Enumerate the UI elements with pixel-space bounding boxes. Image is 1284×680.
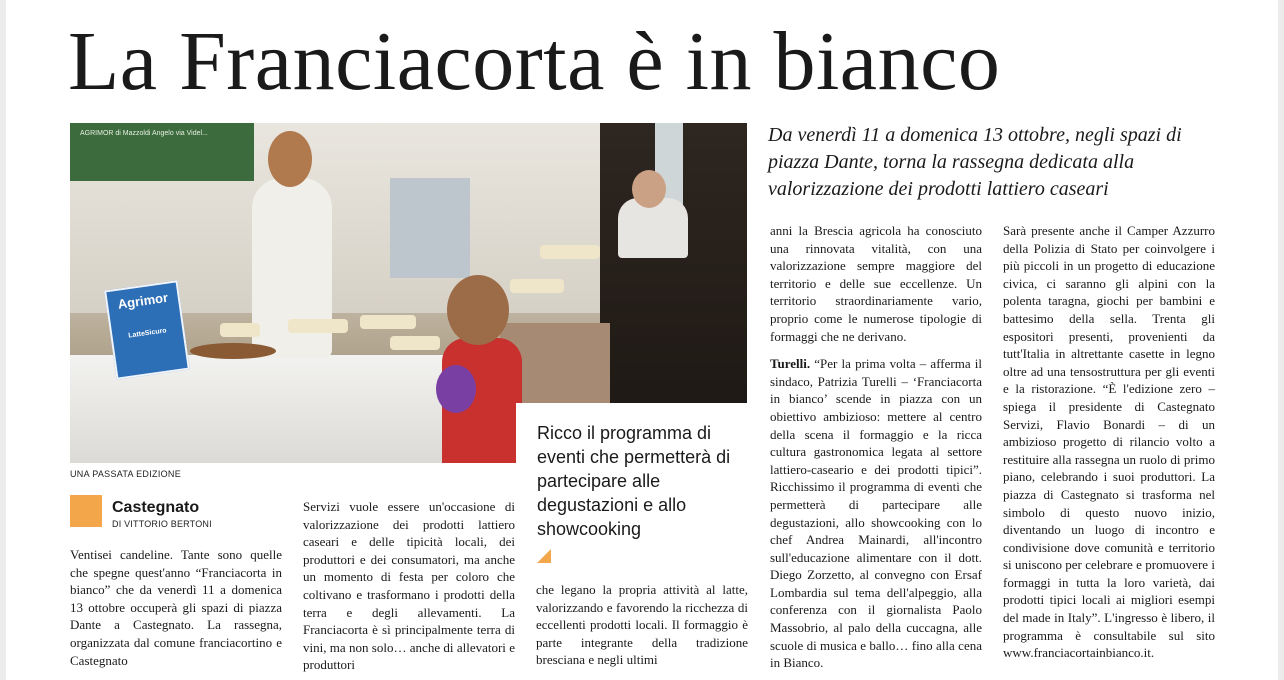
location-marker-icon <box>70 495 102 527</box>
photo-cheese <box>360 315 416 329</box>
photo-woman-head <box>268 131 312 187</box>
text-column-2 <box>303 498 515 674</box>
photo-caption: UNA PASSATA EDIZIONE <box>70 469 182 479</box>
paragraph-lead: Turelli. <box>770 356 811 372</box>
callout-triangle-icon <box>537 549 551 563</box>
page-edge-right <box>1278 0 1284 680</box>
text-column-5 <box>1003 222 1215 662</box>
text-column-1 <box>70 546 282 669</box>
photo-man-head <box>632 170 666 208</box>
paragraph: Sarà presente anche il Camper Azzurro della Polizia di Stato per coinvolgere i più piccoli in un progetto di educazione civica, ci saranno gli alpini con la polenta taragna, giochi per bambini e battesimo della sella. Trenta gli espositori presenti, provenienti da tutt'Italia in altrettante casette in legno oltre ad una tensostruttura per gli eventi e la ristorazione. “È l'edizione zero – spiega il presidente di Castegnato Servizi, Flavio Bonardi – di un ambizioso progetto di rilancio volto a restituire alla rassegna un ruolo di primo piano, celebrando i suoi produttori. La piazza di Castegnato si trasforma nel simbolo di questo nuovo inizio, diventando un luogo di incontro e condivisione dove comunità e territorio si uniscono per celebrare e promuovere i formaggi in tutta la loro varietà, dai prodotti tipici locali ai migliori esempi del made in Italy”. L'ingresso è libero, il programma è consultabile sul sito www.franciacortainbianco.it. <box>1003 223 1215 661</box>
location-name: Castegnato <box>112 499 200 516</box>
paragraph <box>770 355 982 672</box>
paragraph: che legano la propria attività al latte, valorizzando e favorendo la ricchezza di eccellenti prodotti locali. Il formaggio è parte integrante della tradizione bresciana e negli ultimi <box>536 582 748 668</box>
photo-cheese <box>220 323 260 337</box>
article-subtitle: Da venerdì 11 a domenica 13 ottobre, negli spazi di piazza Dante, torna la rassegna dedicata alla valorizzazione dei prodotti lattiero caseari <box>768 124 1182 200</box>
photo-cheese <box>510 279 564 293</box>
paragraph: Ventisei candeline. Tante sono quelle che spegne quest'anno “Franciacorta in bianco” che da venerdì 11 a domenica 13 ottobre occuperà gli spazi di piazza Dante a Castegnato. La rassegna, organizzata dal comune franciacortino e Castegnato <box>70 547 282 668</box>
photo-fridge <box>390 178 470 278</box>
page-edge-left <box>0 0 6 680</box>
photo-agrimor-sign: Agrimor LatteSicuro <box>104 280 190 379</box>
photo-banner: AGRIMOR di Mazzoldi Angelo via Videl... <box>70 123 254 181</box>
paragraph: anni la Brescia agricola ha conosciuto una rinnovata vitalità, con una valorizzazione sempre maggiore del territorio e delle sue eccellenze. Un territorio straordinariamente vario, proprio come le numerose tipologie di formaggi che ne derivano. <box>770 223 982 344</box>
photo-cheese <box>540 245 600 259</box>
text-column-3 <box>536 581 748 669</box>
photo-cheese <box>288 319 348 333</box>
callout-text: Ricco il programma di eventi che permetterà di partecipare alle degustazioni e allo showcooking <box>537 423 731 539</box>
photo-girl-head <box>447 275 509 345</box>
text-column-4 <box>770 222 982 672</box>
photo-cheese-board <box>190 343 276 359</box>
paragraph: Servizi vuole essere un'occasione di valorizzazione dei prodotti lattiero caseari e delle tipicità locali, dei produttori e dei consumatori, ma anche un momento di festa per coloro che coltivano e trasformano i prodotti della terra e degli allevamenti. La Franciacorta è sì principalmente terra di vini, ma non solo… anche di allevatori e produttori <box>303 499 515 673</box>
article-headline: La Franciacorta è in bianco <box>68 15 1001 108</box>
paragraph-body: “Per la prima volta – afferma il sindaco, Patrizia Turelli – ‘Franciacorta in bianco’ scende in piazza con un obiettivo ambizioso: mettere al centro della scena il formaggio e la ricca cultura gastronomica legata al settore lattiero-caseario e dei prodotti tipici”. Ricchissimo il programma di eventi che permetterà di partecipare alle degustazioni, allo showcooking con lo chef Andrea Mainardi, all'incontro sull'educazione alimentare con il dott. Diego Zorzetto, al convegno con Ersaf Lombardia sul tema dell'alpeggio, alla conferenza con il giornalista Paolo Massobrio, al palo della cuccagna, alle scuole di musica e ballo… fino alla cena in Bianco. <box>770 356 982 671</box>
photo-cheese <box>390 336 440 350</box>
photo-balloon <box>436 365 476 413</box>
byline: DI VITTORIO BERTONI <box>112 519 212 529</box>
